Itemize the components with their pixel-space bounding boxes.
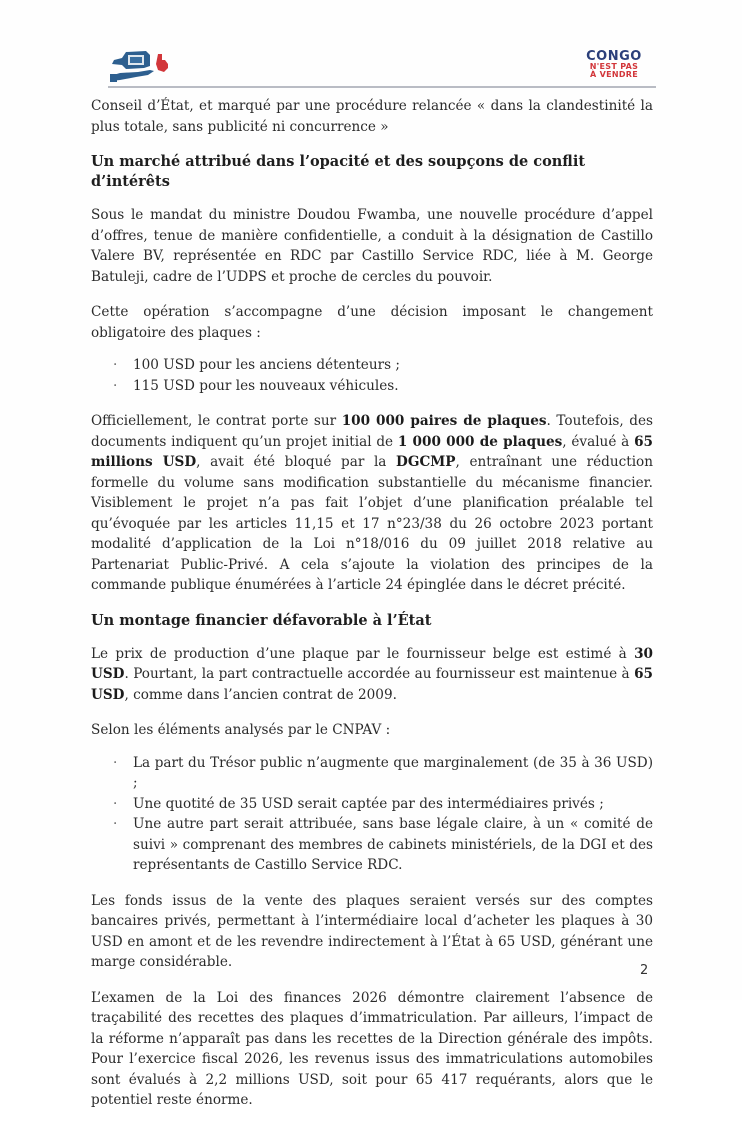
- text-run: , évalué à: [562, 433, 635, 450]
- document-body: [91, 96, 653, 1126]
- logo-line-1: CONGO: [586, 49, 642, 64]
- findings-list: [91, 753, 653, 876]
- paragraph-cnpav: Selon les éléments analysés par le CNPAV :: [91, 722, 391, 738]
- list-item: · Une autre part serait attribuée, sans base légale claire, à un « comité de suivi » comprenant des membres de cabinets ministériels, de la DGI et des représentants de Castillo Service RDC.: [113, 814, 653, 876]
- congo-nest-pas-a-vendre-logo: [584, 50, 644, 79]
- text-run: Le prix de production d’une plaque par le fournisseur belge est estimé à: [91, 645, 635, 662]
- list-item: · Une quotité de 35 USD serait captée par des intermédiaires privés ;: [113, 794, 653, 815]
- page-number: 2: [640, 963, 649, 978]
- bold-run: 65 USD: [91, 666, 653, 703]
- intro-paragraph: Conseil d’État, et marqué par une procédure relancée « dans la clandestinité la plus totale, sans publicité ni concurrence »: [91, 98, 653, 135]
- paragraph-operation: Cette opération s’accompagne d’une décision imposant le changement obligatoire des plaques :: [91, 304, 653, 341]
- list-item: · 100 USD pour les anciens détenteurs ;: [113, 355, 653, 376]
- section-heading-marche: Un marché attribué dans l’opacité et des soupçons de conflit d’intérêts: [91, 153, 586, 190]
- text-run: , comme dans l’ancien contrat de 2009.: [124, 686, 397, 703]
- bold-run: 30 USD: [91, 645, 653, 682]
- list-item: · La part du Trésor public n’augmente que marginalement (de 35 à 36 USD) ;: [113, 753, 653, 794]
- text-run: , entraînant une réduction formelle du volume sans modification substantielle du mécanisme financier. Visiblement le projet n’a pas fait l’objet d’une planification préalable tel qu’évoquée par les articles 11,15 et 17 n°23/38 du 26 octobre 2023 portant modalité d’application de la Loi n°18/016 du 09 juillet 2018 relative au Partenariat Public-Privé. A cela s’ajoute la violation des principes de la commande publique énumérées à l’article 24 épinglée dans le décret précité.: [91, 454, 653, 593]
- text-run: . Toutefois, des documents indiquent qu’un projet initial de: [91, 413, 653, 450]
- price-list: [91, 355, 653, 396]
- bold-run: 1 000 000 de plaques: [397, 433, 563, 450]
- paragraph-examen: L’examen de la Loi des finances 2026 démontre clairement l’absence de traçabilité des recettes des plaques d’immatriculation. Par ailleurs, l’impact de la réforme n’apparaît pas dans les recettes de la Direction générale des impôts. Pour l’exercice fiscal 2026, les revenus issus des immatriculations automobiles sont évalués à 2,2 millions USD, soit pour 65 417 requérants, alors que le potentiel reste énorme.: [91, 989, 653, 1108]
- bold-run: 100 000 paires de plaques: [341, 413, 547, 429]
- logo-line-3: À VENDRE: [590, 70, 638, 79]
- text-run: , avait été bloqué par la: [196, 454, 397, 470]
- page-header: [108, 46, 648, 86]
- hand-holding-car-and-plate-icon: [108, 46, 178, 84]
- paragraph-prix: [91, 644, 653, 706]
- section-heading-montage: Un montage financier défavorable à l’État: [91, 611, 432, 629]
- logo-line-2: N'EST PAS: [589, 62, 639, 71]
- paragraph-officiellement: [91, 411, 653, 596]
- paragraph-mandat: Sous le mandat du ministre Doudou Fwamba, une nouvelle procédure d’appel d’offres, tenue de manière confidentielle, a conduit à la désignation de Castillo Valere BV, représentée en RDC par Castillo Service RDC, liée à M. George Batuleji, cadre de l’UDPS et proche de cercles du pouvoir.: [91, 207, 653, 285]
- list-item: · 115 USD pour les nouveaux véhicules.: [113, 376, 653, 397]
- header-divider: [108, 86, 656, 88]
- organization-logo: [108, 46, 178, 84]
- paragraph-fonds: Les fonds issus de la vente des plaques seraient versés sur des comptes bancaires privés, permettant à l’intermédiaire local d’acheter les plaques à 30 USD en amont et de les revendre indirectement à l’État à 65 USD, générant une marge considérable.: [91, 892, 653, 970]
- text-run: . Pourtant, la part contractuelle accordée au fournisseur est maintenue à: [124, 666, 635, 682]
- bold-run: DGCMP: [396, 454, 456, 470]
- text-run: Officiellement, le contrat porte sur: [91, 413, 342, 429]
- bold-run: 65 millions USD: [91, 433, 653, 470]
